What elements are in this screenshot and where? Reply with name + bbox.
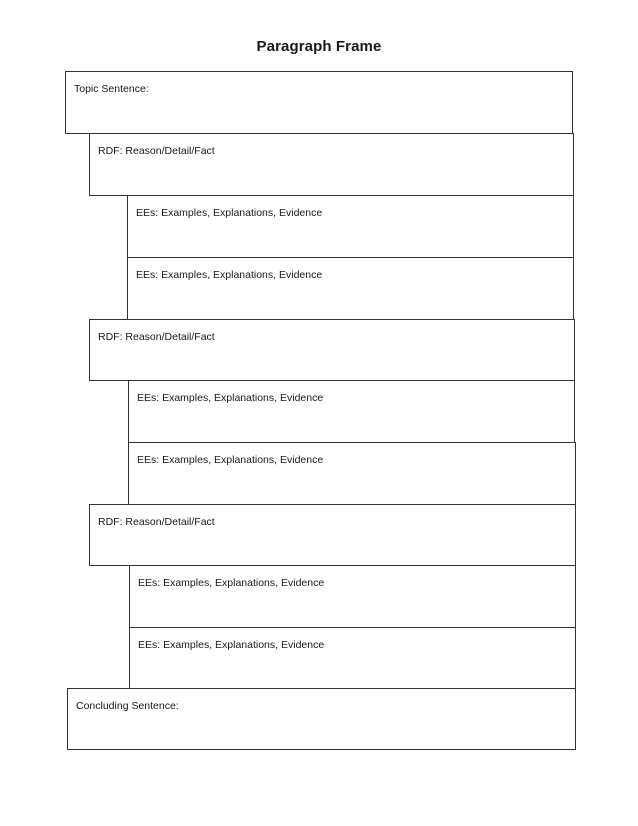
- rdf-label: RDF: Reason/Detail/Fact: [98, 516, 215, 528]
- rdf-label: RDF: Reason/Detail/Fact: [98, 331, 215, 343]
- topic-sentence-label: Topic Sentence:: [74, 83, 149, 95]
- rdf-box-1[interactable]: [89, 133, 574, 196]
- concluding-sentence-box[interactable]: [67, 688, 576, 750]
- ees-box-1a[interactable]: [127, 195, 574, 258]
- ees-box-2b[interactable]: [128, 442, 576, 505]
- ees-label: EEs: Examples, Explanations, Evidence: [136, 207, 323, 219]
- ees-box-3a[interactable]: [129, 565, 576, 628]
- ees-box-1b[interactable]: [127, 257, 574, 320]
- ees-label: EEs: Examples, Explanations, Evidence: [138, 639, 325, 651]
- ees-box-2a[interactable]: [128, 380, 575, 443]
- ees-label: EEs: Examples, Explanations, Evidence: [137, 392, 324, 404]
- concluding-sentence-label: Concluding Sentence:: [76, 700, 179, 712]
- ees-label: EEs: Examples, Explanations, Evidence: [138, 577, 325, 589]
- ees-box-3b[interactable]: [129, 627, 576, 690]
- rdf-box-2[interactable]: [89, 319, 575, 381]
- ees-label: EEs: Examples, Explanations, Evidence: [136, 269, 323, 281]
- ees-label: EEs: Examples, Explanations, Evidence: [137, 454, 324, 466]
- page-title: Paragraph Frame: [256, 38, 382, 55]
- topic-sentence-box[interactable]: [65, 71, 573, 134]
- rdf-box-3[interactable]: [89, 504, 576, 566]
- rdf-label: RDF: Reason/Detail/Fact: [98, 145, 215, 157]
